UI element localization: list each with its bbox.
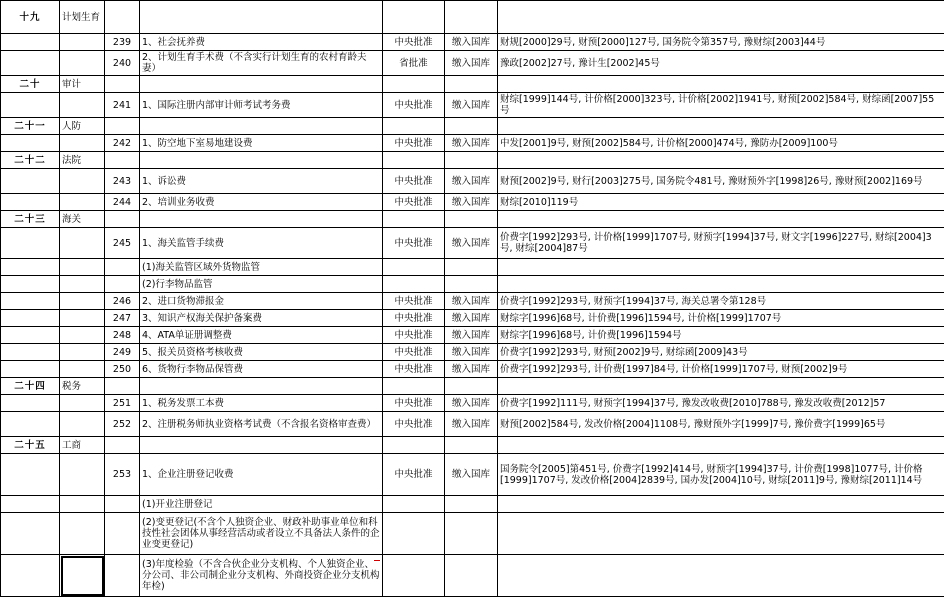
category-number: 二十 [1,76,60,93]
item-number: 252 [105,412,140,437]
fund-destination: 缴入国库 [445,51,498,76]
approval-level: 中央批准 [383,135,445,152]
item-name: 1、社会抚养费 [140,34,383,51]
table-row [1,169,944,194]
item-name: 2、计划生育手术费（不含实行计划生育的农村育龄夫妻） [140,51,383,76]
item-name: 1、税务发票工本费 [140,395,383,412]
table-row [1,34,944,51]
table-row [1,361,944,378]
item-name: 2、进口货物滞报金 [140,293,383,310]
item-name: 1、企业注册登记收费 [140,454,383,496]
legal-basis: 中发[2001]9号, 财预[2002]584号, 计价格[2000]474号, 豫防办[2009]100号 [498,135,944,152]
legal-basis: 财预[2002]9号, 财行[2003]275号, 国务院令481号, 豫财预外字[1998]26号, 豫财预[2002]169号 [498,169,944,194]
category-number: 二十一 [1,118,60,135]
approval-level: 省批准 [383,51,445,76]
fund-destination: 缴入国库 [445,344,498,361]
legal-basis: 财综字[1996]68号, 计价费[1996]1594号 [498,327,944,344]
sub-item-name: (2)变更登记(不含个人独资企业、财政补助事业单位和科技性社会团体从事经营活动或者设立不具备法人条件的企业变更登记) [140,513,383,555]
category-name: 工商 [60,437,105,454]
item-number: 253 [105,454,140,496]
table-row [1,555,944,597]
legal-basis: 财综字[1996]68号, 计价费[1996]1594号, 计价格[1999]1707号 [498,310,944,327]
category-row [1,211,944,228]
fund-destination: 缴入国库 [445,361,498,378]
item-number: 241 [105,93,140,118]
item-name: 5、报关员资格考核收费 [140,344,383,361]
category-name: 海关 [60,211,105,228]
category-name: 审计 [60,76,105,93]
legal-basis: 价费字[1992]293号, 财预字[1994]37号, 海关总署令第128号 [498,293,944,310]
comment-indicator [374,560,380,564]
item-number: 251 [105,395,140,412]
table-row [1,293,944,310]
item-number: 247 [105,310,140,327]
item-name: 4、ATA单证册调整费 [140,327,383,344]
item-number: 244 [105,194,140,211]
approval-level: 中央批准 [383,395,445,412]
sub-item-name: (3)年度检验（不含合伙企业分支机构、个人独资企业、分公司、非公司制企业分支机构、外商投资企业分支机构年检) [140,555,383,597]
approval-level: 中央批准 [383,93,445,118]
table-row [1,513,944,555]
approval-level: 中央批准 [383,454,445,496]
fund-destination: 缴入国库 [445,454,498,496]
approval-level: 中央批准 [383,344,445,361]
category-row [1,437,944,454]
table-row [1,395,944,412]
legal-basis: 国务院令[2005]第451号, 价费字[1992]414号, 财预字[1994]37号, 计价费[1998]1077号, 计价格[1999]1707号, 发改价格[2004]2839号, 国办发[2004]10号, 财综[2011]9号, 豫财综[2011]14号 [498,454,944,496]
item-number: 246 [105,293,140,310]
category-number: 二十四 [1,378,60,395]
legal-basis: 豫政[2002]27号, 豫计生[2002]45号 [498,51,944,76]
item-name: 1、海关监管手续费 [140,228,383,259]
approval-level: 中央批准 [383,34,445,51]
table-row [1,327,944,344]
category-name: 计划生育 [60,1,105,34]
approval-level: 中央批准 [383,293,445,310]
fund-destination: 缴入国库 [445,293,498,310]
fund-destination: 缴入国库 [445,228,498,259]
category-row [1,378,944,395]
fund-destination: 缴入国库 [445,34,498,51]
item-name: 1、国际注册内部审计师考试考务费 [140,93,383,118]
category-number: 二十二 [1,152,60,169]
legal-basis: 财预[2002]584号, 发改价格[2004]1108号, 豫财预外字[1999]7号, 豫价费字[1999]65号 [498,412,944,437]
fund-destination: 缴入国库 [445,395,498,412]
table-row [1,454,944,496]
sub-item-name: (1)开业注册登记 [140,496,383,513]
fund-destination: 缴入国库 [445,327,498,344]
approval-level: 中央批准 [383,194,445,211]
item-number: 248 [105,327,140,344]
table-row [1,344,944,361]
category-row [1,1,944,34]
category-row [1,152,944,169]
approval-level: 中央批准 [383,361,445,378]
category-row [1,118,944,135]
fund-destination: 缴入国库 [445,135,498,152]
legal-basis: 价费字[1992]293号, 财预[2002]9号, 财综函[2009]43号 [498,344,944,361]
approval-level: 中央批准 [383,228,445,259]
approval-level: 中央批准 [383,310,445,327]
table-row [1,93,944,118]
item-number: 249 [105,344,140,361]
item-name: 1、防空地下室易地建设费 [140,135,383,152]
item-name: 2、注册税务师执业资格考试费（不含报名资格审查费） [140,412,383,437]
item-number: 242 [105,135,140,152]
table-row [1,276,944,293]
legal-basis: 价费字[1992]293号, 计价费[1997]84号, 计价格[1999]1707号, 财预[2002]9号 [498,361,944,378]
legal-basis: 财规[2000]29号, 财预[2000]127号, 国务院令第357号, 豫财综[2003]44号 [498,34,944,51]
approval-level: 中央批准 [383,412,445,437]
fund-destination: 缴入国库 [445,93,498,118]
approval-level: 中央批准 [383,327,445,344]
item-number: 240 [105,51,140,76]
item-name: 2、培训业务收费 [140,194,383,211]
table-row [1,412,944,437]
sub-item-name: (2)行李物品监管 [140,276,383,293]
category-row [1,76,944,93]
legal-basis: 财综[2010]119号 [498,194,944,211]
category-number: 二十五 [1,437,60,454]
category-name: 人防 [60,118,105,135]
sub-item-name: (1)海关监管区域外货物监管 [140,259,383,276]
table-row [1,135,944,152]
item-number: 243 [105,169,140,194]
selected-cell[interactable] [60,555,105,597]
legal-basis: 价费字[1992]293号, 计价格[1999]1707号, 财预字[1994]37号, 财文字[1996]227号, 财综[2004]3号, 财综[2004]87号 [498,228,944,259]
table-row [1,496,944,513]
table-row [1,51,944,76]
legal-basis: 财综[1999]144号, 计价格[2000]323号, 计价格[2002]1941号, 财预[2002]584号, 财综函[2007]55号 [498,93,944,118]
fund-destination: 缴入国库 [445,169,498,194]
table-row [1,310,944,327]
category-name: 法院 [60,152,105,169]
category-number: 二十三 [1,211,60,228]
approval-level: 中央批准 [383,169,445,194]
item-number: 239 [105,34,140,51]
fund-destination: 缴入国库 [445,194,498,211]
category-number: 十九 [1,1,60,34]
category-name: 税务 [60,378,105,395]
table-row [1,228,944,259]
legal-basis: 价费字[1992]111号, 财预字[1994]37号, 豫发改收费[2010]788号, 豫发改收费[2012]57 [498,395,944,412]
fund-destination: 缴入国库 [445,412,498,437]
item-name: 6、货物行李物品保管费 [140,361,383,378]
table-row [1,259,944,276]
item-number: 245 [105,228,140,259]
item-name: 1、诉讼费 [140,169,383,194]
fund-destination: 缴入国库 [445,310,498,327]
table-row [1,194,944,211]
item-number: 250 [105,361,140,378]
item-name: 3、知识产权海关保护备案费 [140,310,383,327]
